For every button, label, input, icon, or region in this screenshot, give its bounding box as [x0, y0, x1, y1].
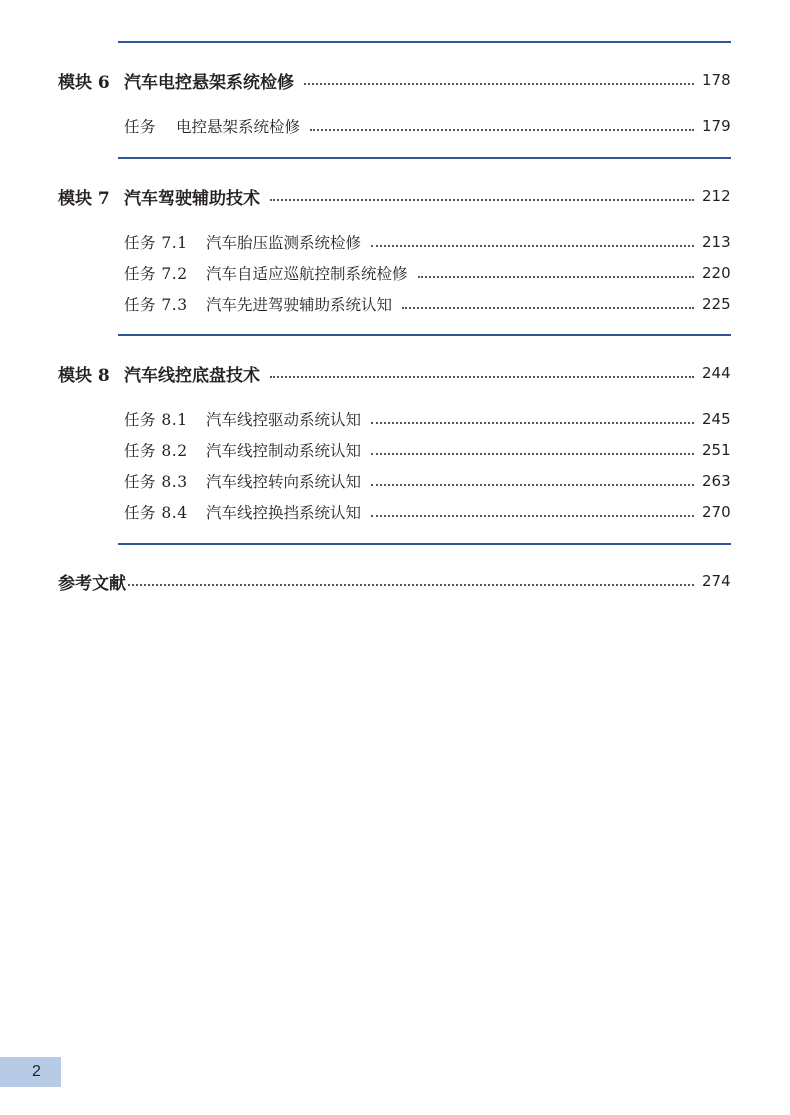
- divider: [118, 334, 731, 336]
- dot-leader: [270, 375, 694, 378]
- page-number: 245: [702, 410, 731, 428]
- module-number: 模块 6: [58, 72, 110, 93]
- dot-leader: [371, 452, 694, 455]
- toc-references[interactable]: [58, 567, 730, 595]
- task-number: 任务 8.1: [124, 411, 188, 429]
- dot-leader: [371, 514, 694, 517]
- dot-leader: [128, 583, 694, 586]
- references-title: 参考文献: [58, 573, 126, 594]
- toc-task[interactable]: [124, 405, 730, 433]
- dot-leader: [304, 82, 694, 85]
- dot-leader: [270, 198, 694, 201]
- toc-module-7[interactable]: [58, 182, 730, 210]
- dot-leader: [371, 244, 694, 247]
- task-title: 汽车线控换挡系统认知: [206, 504, 362, 522]
- page-number: 274: [702, 572, 731, 590]
- divider: [118, 41, 731, 43]
- page-number: 270: [702, 503, 731, 521]
- task-number: 任务 8.4: [124, 504, 188, 522]
- toc-task[interactable]: [124, 228, 730, 256]
- page-number: 225: [702, 295, 731, 313]
- page-number: 244: [702, 364, 731, 382]
- toc-task[interactable]: [124, 436, 730, 464]
- task-title: 汽车胎压监测系统检修: [206, 234, 362, 252]
- task-title: 汽车自适应巡航控制系统检修: [206, 265, 408, 283]
- dot-leader: [418, 275, 694, 278]
- module-title: 汽车驾驶辅助技术: [124, 188, 260, 209]
- task-title: 汽车先进驾驶辅助系统认知: [206, 296, 393, 314]
- module-title: 汽车线控底盘技术: [124, 365, 260, 386]
- page-number: 178: [702, 71, 731, 89]
- dot-leader: [371, 483, 694, 486]
- task-title: 汽车线控驱动系统认知: [206, 411, 362, 429]
- task-number: 任务 7.2: [124, 265, 188, 283]
- page-number: 220: [702, 264, 731, 282]
- task-title: 电控悬架系统检修: [176, 118, 301, 136]
- page-number: 212: [702, 187, 731, 205]
- page-number-label: 2: [32, 1063, 41, 1080]
- toc-task[interactable]: [124, 498, 730, 526]
- module-title: 汽车电控悬架系统检修: [124, 72, 294, 93]
- toc-task[interactable]: [124, 290, 730, 318]
- task-number: 任务 8.3: [124, 473, 188, 491]
- toc-module-8[interactable]: [58, 359, 730, 387]
- page-number: 213: [702, 233, 731, 251]
- module-number: 模块 8: [58, 365, 110, 386]
- dot-leader: [402, 306, 694, 309]
- page-number-tab: [0, 1057, 61, 1087]
- task-number: 任务 7.1: [124, 234, 188, 252]
- task-number: 任务 8.2: [124, 442, 188, 460]
- page-number: 251: [702, 441, 731, 459]
- toc-task[interactable]: [124, 259, 730, 287]
- module-number: 模块 7: [58, 188, 110, 209]
- divider: [118, 157, 731, 159]
- page-number: 263: [702, 472, 731, 490]
- divider: [118, 543, 731, 545]
- toc-task[interactable]: [124, 467, 730, 495]
- toc-task[interactable]: [124, 112, 730, 140]
- page-number: 179: [702, 117, 731, 135]
- task-number: 任务: [124, 118, 157, 136]
- task-title: 汽车线控转向系统认知: [206, 473, 362, 491]
- dot-leader: [371, 421, 694, 424]
- dot-leader: [310, 128, 694, 131]
- task-title: 汽车线控制动系统认知: [206, 442, 362, 460]
- toc-module-6[interactable]: [58, 66, 730, 94]
- task-number: 任务 7.3: [124, 296, 188, 314]
